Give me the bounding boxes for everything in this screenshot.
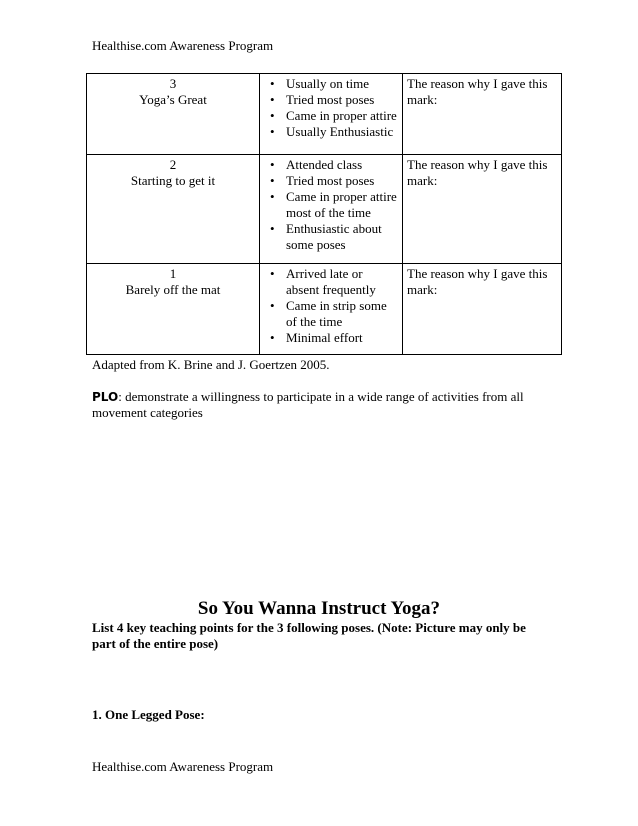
plo-statement (92, 389, 532, 421)
plo-text: : demonstrate a willingness to participate in a wide range of activities from all movement categories (92, 389, 524, 420)
rubric-table (86, 73, 562, 355)
criteria-item: • Tried most poses (286, 173, 398, 189)
score-value: 3 (169, 76, 177, 91)
score-label: Barely off the mat (125, 282, 221, 297)
mark-cell (87, 264, 260, 355)
score-label: Starting to get it (130, 173, 216, 188)
score-value: 2 (169, 157, 177, 172)
criteria-item: • Tried most poses (286, 92, 398, 108)
rubric-row (87, 264, 562, 355)
criteria-item: • Came in proper attire (286, 108, 398, 124)
criteria-item: • Minimal effort (286, 330, 398, 346)
criteria-list (264, 157, 398, 253)
score-label: Yoga’s Great (139, 92, 207, 107)
page-footer: Healthise.com Awareness Program (92, 759, 274, 774)
page-header: Healthise.com Awareness Program (92, 38, 274, 53)
mark-cell (87, 155, 260, 264)
source-citation: Adapted from K. Brine and J. Goertzen 2005. (92, 357, 330, 372)
reason-cell: The reason why I gave this mark: (403, 74, 562, 155)
criteria-item: • Came in strip some of the time (286, 298, 398, 330)
rubric-row (87, 74, 562, 155)
mark-cell (87, 74, 260, 155)
reason-cell: The reason why I gave this mark: (403, 155, 562, 264)
reason-cell: The reason why I gave this mark: (403, 264, 562, 355)
criteria-item: • Usually Enthusiastic (286, 124, 398, 140)
pose-heading: 1. One Legged Pose: (92, 707, 205, 722)
criteria-cell (260, 155, 403, 264)
criteria-list (264, 266, 398, 346)
criteria-item: • Usually on time (286, 76, 398, 92)
section-title: So You Wanna Instruct Yoga? (197, 598, 441, 619)
score-value: 1 (169, 266, 177, 281)
section-instructions: List 4 key teaching points for the 3 following poses. (Note: Picture may only be part of the entire pose) (92, 620, 526, 651)
criteria-item: • Arrived late or absent frequently (286, 266, 398, 298)
criteria-cell (260, 264, 403, 355)
plo-label: PLO (92, 390, 119, 404)
criteria-list (264, 76, 398, 140)
criteria-item: • Came in proper attire most of the time (286, 189, 398, 221)
rubric-row (87, 155, 562, 264)
criteria-item: • Enthusiastic about some poses (286, 221, 398, 253)
criteria-item: • Attended class (286, 157, 398, 173)
criteria-cell (260, 74, 403, 155)
